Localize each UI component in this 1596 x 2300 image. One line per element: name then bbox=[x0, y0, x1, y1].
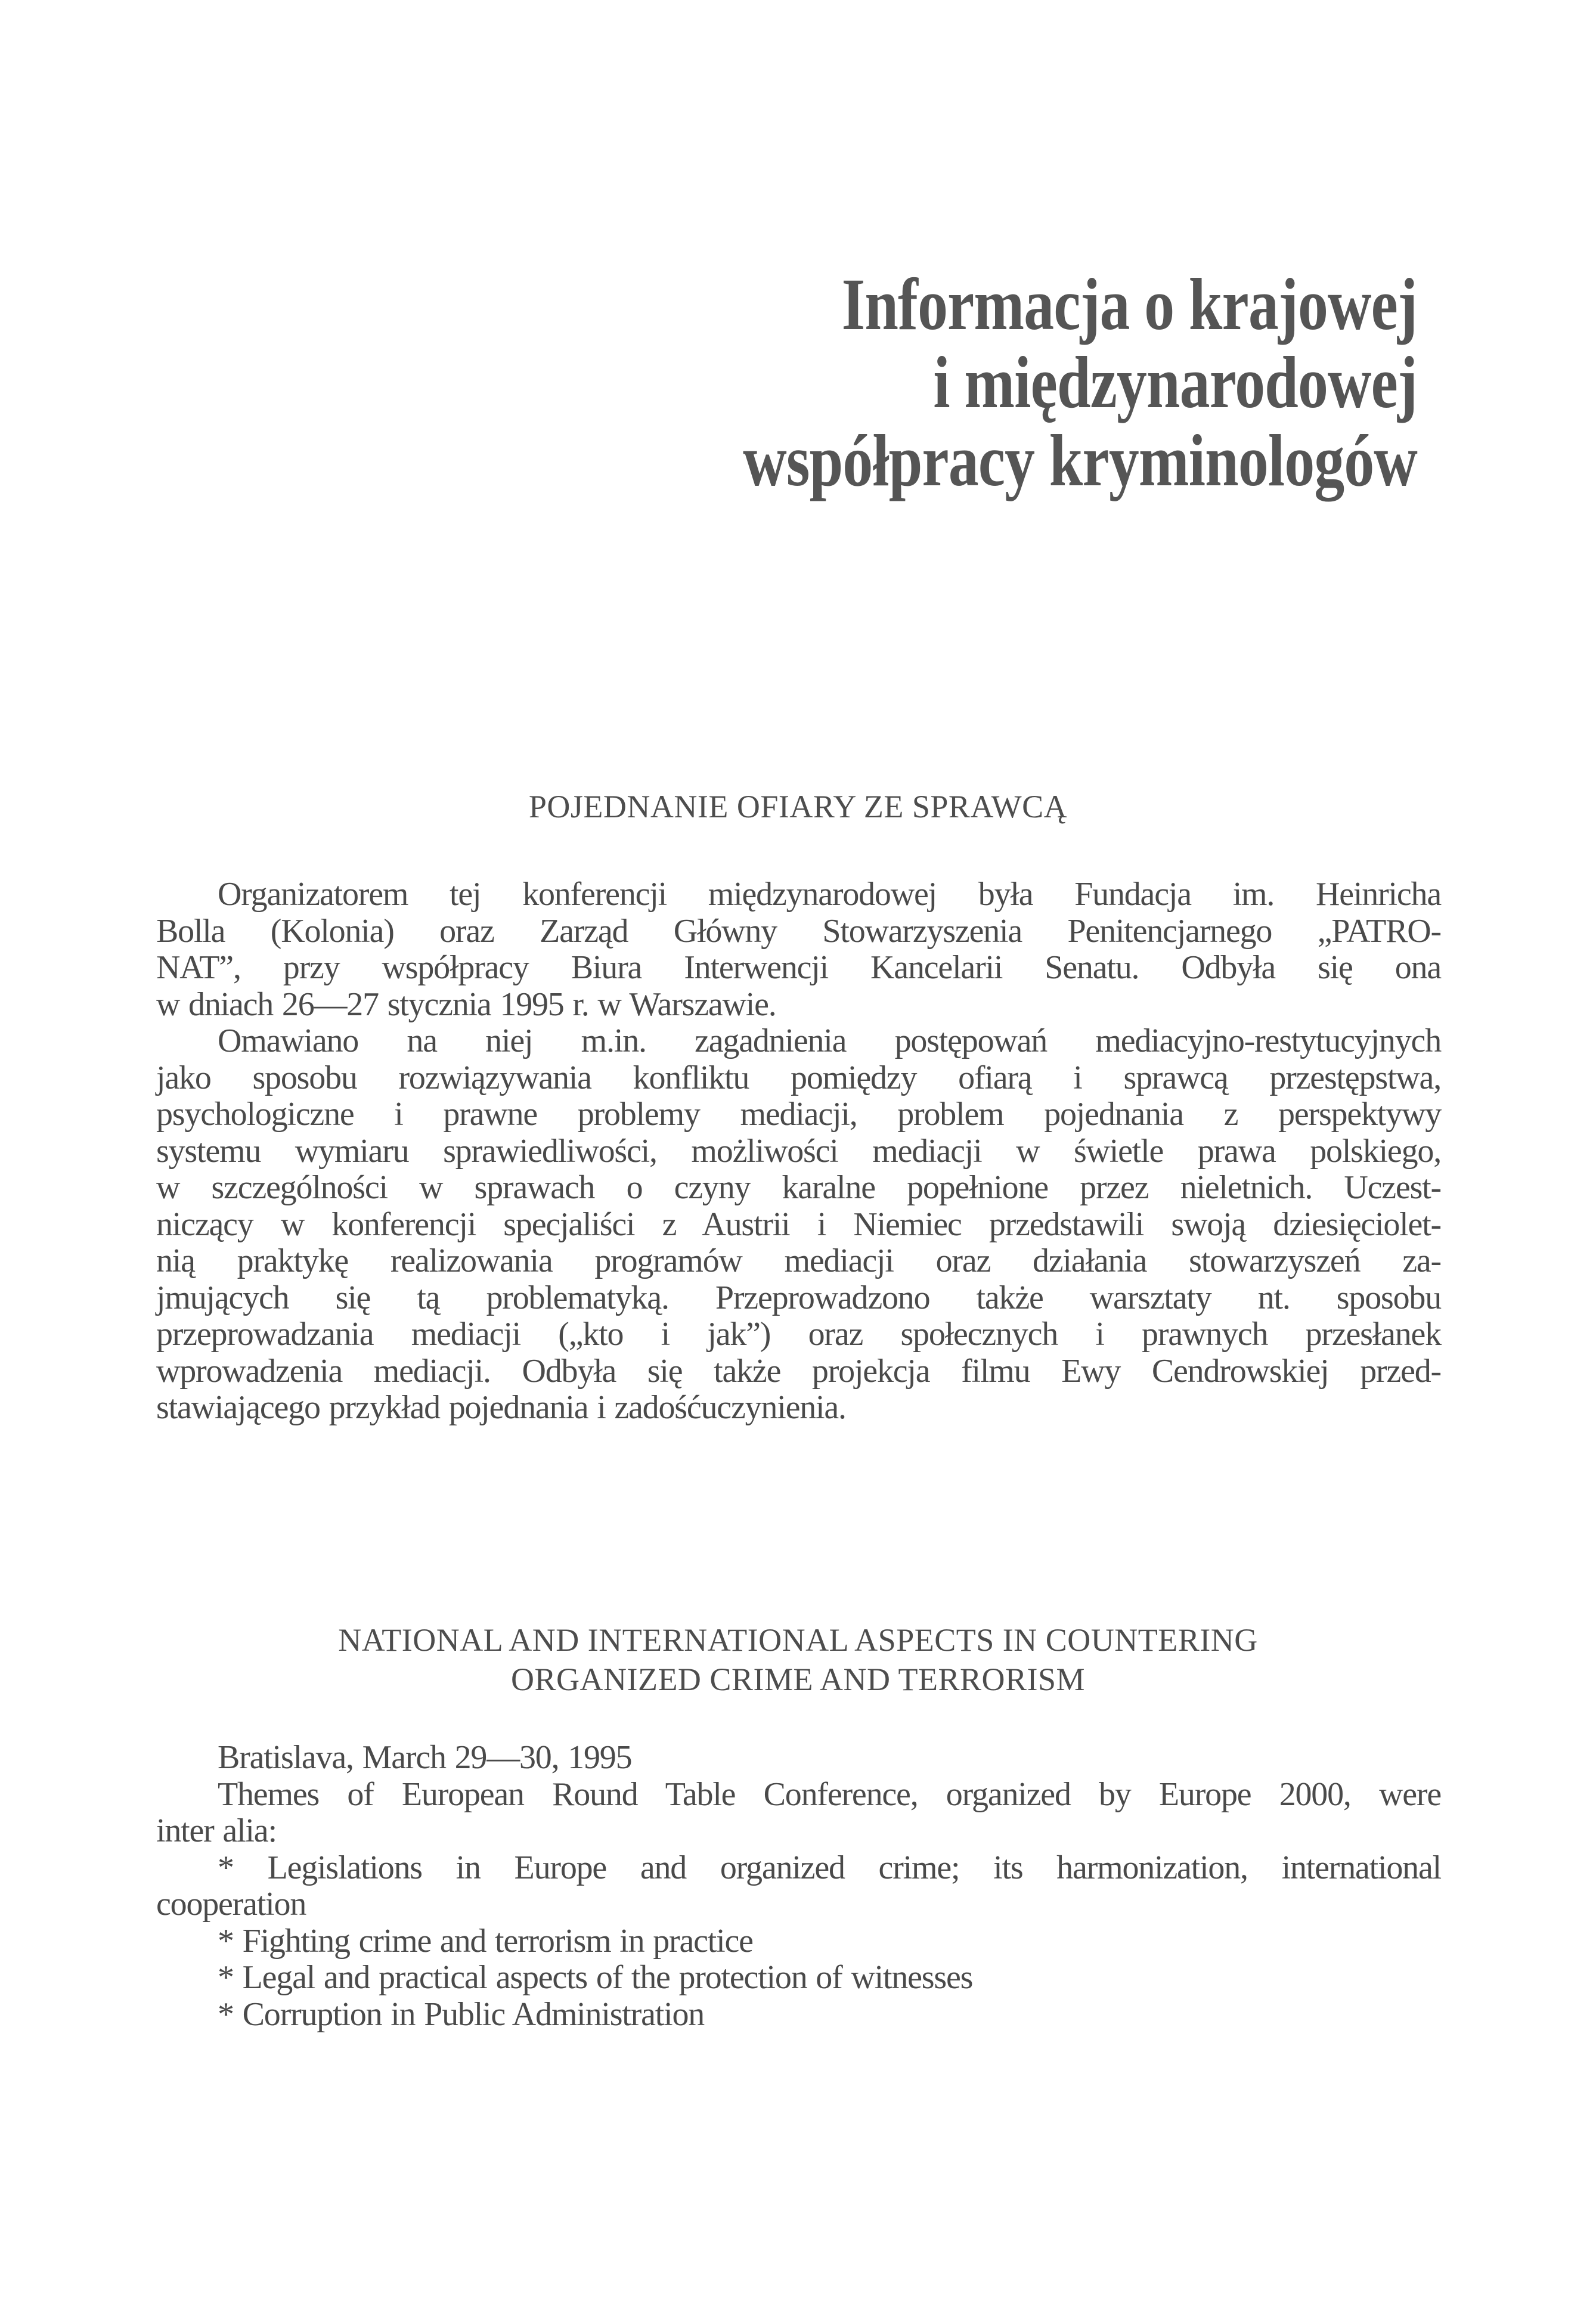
list-item bbox=[156, 1923, 1441, 1960]
text-line: Themes of European Round Table Conference, organized by Europe 2000, were bbox=[218, 1775, 1441, 1813]
page-title-line: Informacja o krajowej bbox=[841, 264, 1417, 345]
section-heading-organized-crime bbox=[155, 1620, 1441, 1699]
paragraph bbox=[156, 876, 1441, 1023]
text-line: w szczególności w sprawach o czyny karalne popełnione przez nieletnich. Uczest- bbox=[156, 1169, 1441, 1206]
text-line: NAT”, przy współpracy Biura Interwencji Kancelarii Senatu. Odbyła się ona bbox=[156, 949, 1441, 986]
asterisk-bullet-icon: * bbox=[218, 1849, 234, 1886]
text-line: w dniach 26—27 stycznia 1995 r. w Warszawie. bbox=[156, 985, 776, 1023]
list-item-line: * Legal and practical aspects of the protection of witnesses bbox=[218, 1959, 973, 1996]
list-item-line: * Fighting crime and terrorism in practice bbox=[218, 1922, 753, 1960]
text-line: Omawiano na niej m.in. zagadnienia postępowań mediacyjno-restytucyjnych bbox=[218, 1022, 1441, 1059]
text-line: jako sposobu rozwiązywania konfliktu pomiędzy ofiarą i sprawcą przestępstwa, bbox=[156, 1059, 1441, 1096]
section-heading-pojednanie bbox=[155, 787, 1441, 826]
section-heading-line: NATIONAL AND INTERNATIONAL ASPECTS IN COUNTERING bbox=[338, 1622, 1258, 1658]
text-line: wprowadzenia mediacji. Odbyła się także projekcja filmu Ewy Cendrowskiej przed- bbox=[156, 1352, 1441, 1390]
list-item bbox=[156, 1850, 1441, 1923]
theme-list bbox=[156, 1850, 1441, 2034]
section-heading-line: ORGANIZED CRIME AND TERRORISM bbox=[510, 1662, 1086, 1697]
asterisk-bullet-icon: * bbox=[218, 1922, 234, 1960]
page-title-line: i międzynarodowej bbox=[933, 342, 1417, 423]
asterisk-bullet-icon: * bbox=[218, 1959, 234, 1996]
page-title bbox=[523, 265, 1417, 500]
text-line: przeprowadzania mediacji („kto i jak”) oraz społecznych i prawnych przesłanek bbox=[156, 1316, 1441, 1353]
text-line: Organizatorem tej konferencji międzynarodowej była Fundacja im. Heinricha bbox=[218, 876, 1441, 913]
section-body-organized-crime bbox=[156, 1740, 1441, 2033]
list-item-line: cooperation bbox=[156, 1886, 306, 1923]
section-body-pojednanie bbox=[156, 876, 1441, 1427]
list-item bbox=[156, 1997, 1441, 2034]
page-title-line: współpracy kryminologów bbox=[743, 420, 1417, 501]
list-item bbox=[156, 1960, 1441, 1997]
text-line: stawiającego przykład pojednania i zadośćuczynienia. bbox=[156, 1389, 846, 1426]
text-line: jmujących się tą problematyką. Przeprowadzono także warsztaty nt. sposobu bbox=[156, 1279, 1441, 1316]
paragraph bbox=[156, 1023, 1441, 1427]
asterisk-bullet-icon: * bbox=[218, 1995, 234, 2033]
text-line: inter alia: bbox=[156, 1812, 277, 1849]
text-line: nią praktykę realizowania programów mediacji oraz działania stowarzyszeń za- bbox=[156, 1242, 1441, 1279]
list-item-line: * Legislations in Europe and organized crime; its harmonization, international bbox=[218, 1849, 1441, 1886]
dateline: Bratislava, March 29—30, 1995 bbox=[218, 1739, 632, 1776]
text-line: niczący w konferencji specjaliści z Austrii i Niemiec przedstawili swoją dziesięciolet- bbox=[156, 1205, 1441, 1243]
text-line: Bolla (Kolonia) oraz Zarząd Główny Stowarzyszenia Penitencjarnego „PATRO- bbox=[156, 912, 1441, 950]
text-line: systemu wymiaru sprawiedliwości, możliwości mediacji w świetle prawa polskiego, bbox=[156, 1132, 1441, 1170]
list-item-line: * Corruption in Public Administration bbox=[218, 1995, 705, 2033]
section-heading-line: POJEDNANIE OFIARY ZE SPRAWCĄ bbox=[528, 789, 1068, 824]
text-line: psychologiczne i prawne problemy mediacji, problem pojednania z perspektywy bbox=[156, 1096, 1441, 1133]
